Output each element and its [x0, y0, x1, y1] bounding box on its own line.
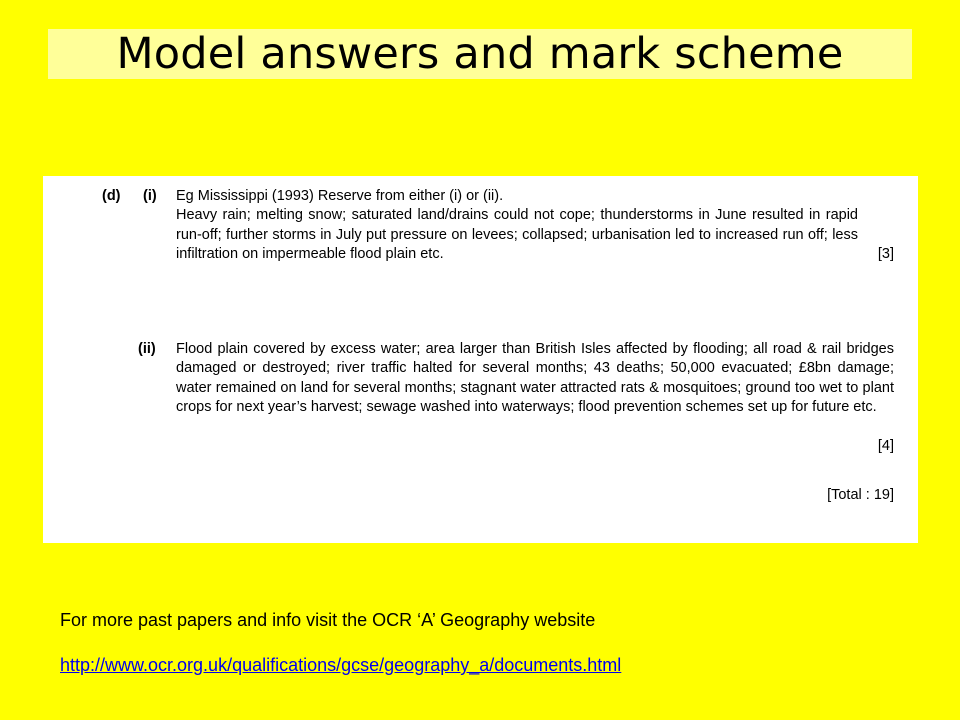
- part-d-label: (d): [102, 188, 121, 204]
- ocr-website-link[interactable]: http://www.ocr.org.uk/qualifications/gcse/geography_a/documents.html: [60, 655, 622, 675]
- part-i-answer: [176, 187, 894, 265]
- part-i-label: (i): [143, 188, 157, 204]
- title-bar: [48, 29, 912, 79]
- part-i-marks: [3]: [877, 246, 894, 262]
- mark-scheme-box: [43, 176, 918, 543]
- total-marks: [Total : 19]: [827, 487, 894, 503]
- page-title: Model answers and mark scheme: [116, 29, 844, 79]
- part-i-body: Heavy rain; melting snow; saturated land/drains could not cope; thunderstorms in June resulted in rapid run-off; further storms in July put pressure on levees; collapsed; urbanisation led to increased run off; less infiltration on impermeable flood plain etc.: [176, 207, 858, 263]
- part-i-intro: Eg Mississippi (1993) Reserve from either (i) or (ii).: [176, 188, 504, 204]
- part-ii-marks: [4]: [877, 438, 894, 454]
- part-ii-answer: [176, 340, 894, 418]
- part-ii-label: (ii): [138, 341, 156, 357]
- footer-note: For more past papers and info visit the OCR ‘A’ Geography website: [60, 610, 596, 630]
- part-ii-body: Flood plain covered by excess water; area larger than British Isles affected by flooding; all road & rail bridges damaged or destroyed; river traffic halted for several months; 43 deaths; 50,000 evacuated; £8bn damage; water remained on land for several months; stagnant water attracted rats & mosquitoes; ground too wet to plant crops for next year’s harvest; sewage washed into waterways; flood prevention schemes set up for future etc.: [176, 341, 894, 416]
